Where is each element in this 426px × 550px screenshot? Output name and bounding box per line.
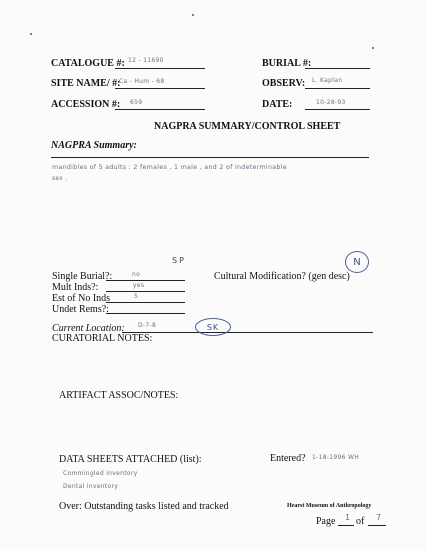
page-number: 1 [345,513,351,522]
undet-rems-line [106,313,185,314]
current-location-label: Current Location: [52,323,125,334]
current-location-value: D-7-8 [138,322,157,329]
catalogue-line [115,68,205,69]
single-burial-line [106,280,185,281]
circled-n-mark [345,251,369,273]
speck [30,33,32,35]
single-burial-value: no [132,271,141,278]
artifact-notes-label: ARTIFACT ASSOC/NOTES: [59,390,179,401]
burial-label: BURIAL #: [262,58,312,69]
speck [192,14,194,16]
accession-line [115,109,205,110]
observer-line [305,88,370,89]
outstanding-tasks-label: Over: Outstanding tasks listed and tracked [59,501,229,512]
sp-mark: SP [172,256,186,265]
catalogue-value: 12 - 11690 [128,57,164,64]
est-no-inds-value: 5 [134,293,139,300]
accession-label: ACCESSION #: [51,99,121,110]
summary-line-2: sex . [52,175,68,182]
circled-sk-mark [195,318,231,336]
data-sheets-label: DATA SHEETS ATTACHED (list): [59,454,202,465]
cultural-mod-label: Cultural Modification? (gen desc) [214,271,350,282]
circled-n-text: N [353,256,361,268]
entered-value: 1-18-1996 WH [312,454,360,461]
page-total-line [368,525,386,526]
sheet-title: NAGPRA SUMMARY/CONTROL SHEET [154,121,341,132]
mult-inds-label: Mult Inds?: [52,282,99,293]
summary-rule [51,157,369,158]
current-location-line [122,332,373,333]
page-total: 7 [376,513,382,522]
entered-label: Entered? [270,453,306,464]
date-line [305,109,370,110]
speck [372,47,374,49]
nagpra-summary-label: NAGPRA Summary: [51,140,137,151]
circled-sk-text: SK [206,322,220,332]
date-value: 10-28-93 [316,99,346,106]
site-name-label: SITE NAME/ #: [51,78,121,89]
observer-label: OBSERV: [262,78,306,89]
museum-name: Hearst Museum of Anthropology [287,503,372,509]
undet-rems-label: Undet Rems?: [52,304,109,315]
summary-line-1: mandibles of 5 adults : 2 females , 1 male , and 2 of indeterminable [52,164,287,171]
site-name-value: Ca - Hum - 68 [119,78,165,85]
single-burial-label: Single Burial?: [52,271,113,282]
date-label: DATE: [262,99,293,110]
mult-inds-line [106,291,185,292]
burial-line [305,68,370,69]
of-label: of [356,516,365,527]
site-name-line [115,88,205,89]
data-sheet-item-1: Commingled inventory [63,470,138,477]
accession-value: 659 [130,99,143,106]
observer-value: L. Kaplan [312,77,343,84]
est-no-inds-label: Est of No Inds [52,293,111,304]
data-sheet-item-2: Dental inventory [63,483,119,490]
est-no-inds-line [106,302,185,303]
page-number-line [338,525,354,526]
page-label: Page [316,516,336,527]
catalogue-label: CATALOGUE #: [51,58,125,69]
curatorial-notes-label: CURATORIAL NOTES: [52,333,153,344]
mult-inds-value: yes [133,282,145,289]
